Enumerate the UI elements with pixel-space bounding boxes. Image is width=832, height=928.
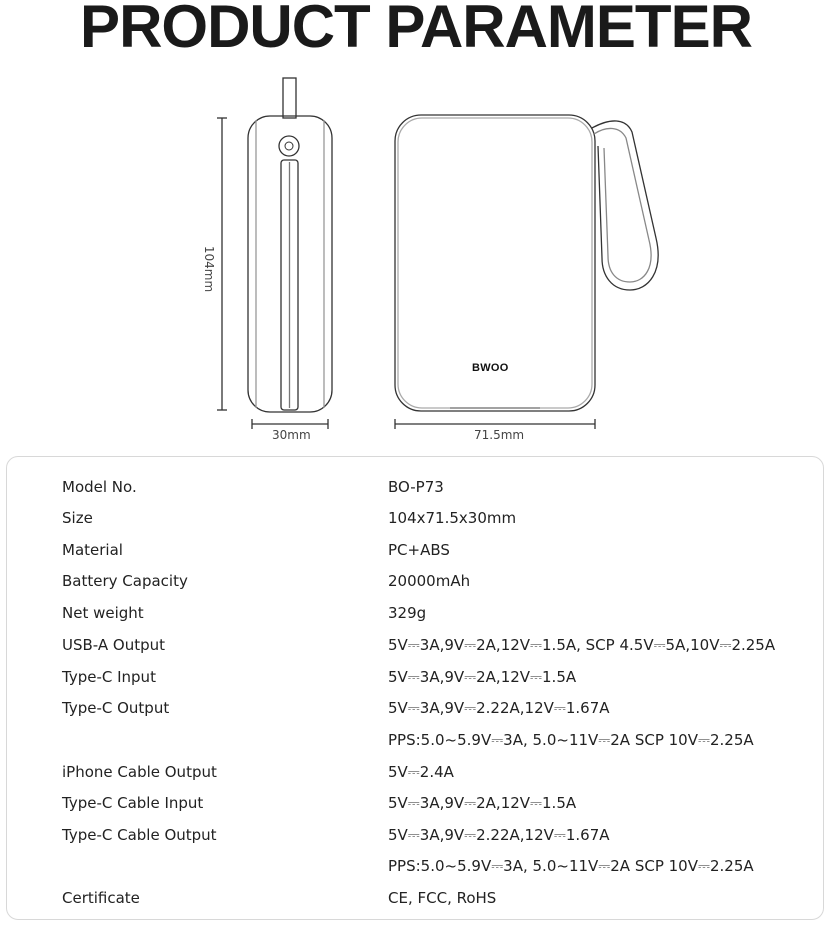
spec-row — [7, 534, 825, 566]
spec-label: Model No. — [62, 478, 137, 496]
product-line-drawing — [0, 0, 832, 456]
spec-row — [7, 724, 825, 756]
spec-label: USB-A Output — [62, 636, 166, 654]
spec-label: Net weight — [62, 604, 144, 622]
spec-label: Type-C Output — [62, 699, 170, 717]
spec-value: 5V⎓3A,9V⎓2A,12V⎓1.5A, SCP 4.5V⎓5A,10V⎓2.25A — [388, 636, 776, 654]
page-title: PRODUCT PARAMETER — [80, 0, 752, 60]
spec-row — [7, 787, 825, 819]
spec-row — [7, 882, 825, 914]
height-dimension-label: 104mm — [202, 245, 217, 293]
width-dimension-label: 71.5mm — [474, 428, 525, 442]
spec-label: Certificate — [62, 889, 140, 907]
spec-value: 104x71.5x30mm — [388, 509, 517, 527]
spec-label: Type-C Cable Output — [62, 826, 217, 844]
spec-value: CE, FCC, RoHS — [388, 889, 497, 907]
spec-row — [7, 756, 825, 788]
spec-label: Battery Capacity — [62, 572, 188, 590]
spec-row — [7, 692, 825, 724]
spec-label: iPhone Cable Output — [62, 763, 217, 781]
spec-row — [7, 471, 825, 503]
spec-value: PPS:5.0~5.9V⎓3A, 5.0~11V⎓2A SCP 10V⎓2.25A — [388, 731, 754, 749]
spec-value: 5V⎓3A,9V⎓2A,12V⎓1.5A — [388, 668, 577, 686]
spec-row — [7, 565, 825, 597]
spec-label: Size — [62, 509, 93, 527]
spec-value: 5V⎓3A,9V⎓2.22A,12V⎓1.67A — [388, 699, 610, 717]
spec-value: 5V⎓3A,9V⎓2.22A,12V⎓1.67A — [388, 826, 610, 844]
spec-row — [7, 629, 825, 661]
brand-logo: BWOO — [472, 362, 509, 374]
spec-value: BO-P73 — [388, 478, 444, 496]
spec-row — [7, 502, 825, 534]
side-cable-stub — [283, 78, 296, 118]
spec-value: PC+ABS — [388, 541, 450, 559]
spec-value: 5V⎓3A,9V⎓2A,12V⎓1.5A — [388, 794, 577, 812]
spec-row — [7, 597, 825, 629]
spec-value: 329g — [388, 604, 427, 622]
spec-label: Material — [62, 541, 123, 559]
spec-label: Type-C Input — [62, 668, 156, 686]
power-button-icon — [279, 136, 299, 156]
thickness-dimension-label: 30mm — [272, 428, 311, 442]
spec-row — [7, 661, 825, 693]
spec-value: 5V⎓2.4A — [388, 763, 454, 781]
lanyard-strap — [592, 121, 658, 290]
spec-value: PPS:5.0~5.9V⎓3A, 5.0~11V⎓2A SCP 10V⎓2.25A — [388, 857, 754, 875]
spec-row — [7, 850, 825, 882]
spec-row — [7, 819, 825, 851]
spec-label: Type-C Cable Input — [62, 794, 204, 812]
spec-table — [6, 456, 824, 920]
spec-value: 20000mAh — [388, 572, 471, 590]
